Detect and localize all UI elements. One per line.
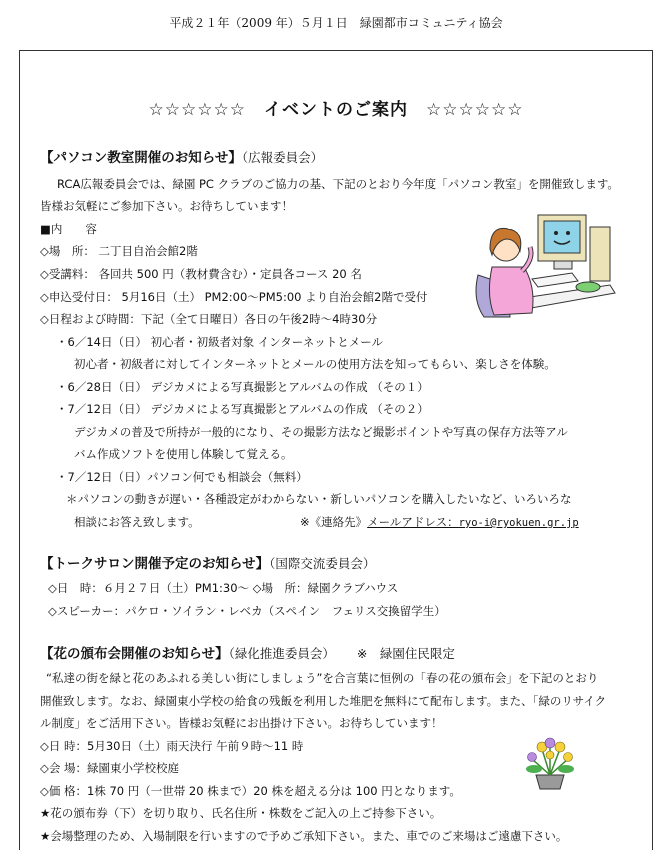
talk-heading-text: 【トークサロン開催予定のお知らせ】 <box>40 556 270 572</box>
pc-contact-text: メールアドレス： <box>367 515 459 529</box>
pc-heading-text: 【パソコン教室開催のお知らせ】 <box>40 150 242 166</box>
pc-place: ◇場 所： 二丁目自治会館2階 <box>40 244 198 258</box>
pc-session-4-desc-2: 相談にお答え致します。 <box>74 515 200 529</box>
talk-section-heading <box>40 556 375 572</box>
pc-session-1: ・6／14日（日） 初心者・初級者対象 インターネットとメール <box>56 335 383 349</box>
talk-datetime-place: ◇日 時：６月２７日（土）PM1:30～ ◇場 所：緑園クラブハウス <box>48 581 399 595</box>
flower-pot-illustration <box>520 735 580 791</box>
flower-ticket-note: ★花の頒布券（下）を切り取り、氏名住所・株数をご記入の上ご持参下さい。 <box>40 806 442 820</box>
flower-committee: （緑化推進委員会） <box>228 646 335 661</box>
pc-session-2: ・6／28日（日） デジカメによる写真撮影とアルバムの作成 （その１） <box>56 380 429 394</box>
pc-session-4: ・7／12日（日）パソコン何でも相談会（無料） <box>56 470 308 484</box>
pc-schedule: ◇日程および時間：下記（全て日曜日）各日の午後2時～4時30分 <box>40 312 378 326</box>
pc-contact-email-link[interactable]: ryo-i@ryokuen.gr.jp <box>458 517 579 529</box>
pc-class-illustration <box>470 205 620 325</box>
flower-paragraph-2: 開催致します。なお、緑園東小学校の給食の残飯を利用した堆肥を無料にて配布します。また、「緑のリサイク <box>40 694 607 708</box>
pc-fee: ◇受講料： 各回共 500 円（教材費含む）・定員各コース 20 名 <box>40 267 362 281</box>
pc-session-3-desc-1: デジカメの普及で所持が一般的になり、その撮影方法など撮影ポイントや写真の保存方法等アル <box>74 425 568 439</box>
talk-speaker: ◇スピーカー：パケロ・ソイラン・レベカ（スペイン フェリス交換留学生） <box>48 604 446 618</box>
flower-section-heading <box>40 646 455 662</box>
talk-committee: （国際交流委員会） <box>269 556 376 571</box>
pc-content-label: ■内 容 <box>40 222 97 236</box>
pc-intro-1: RCA広報委員会では、緑園 PC クラブのご協力の基、下記のとおり今年度「パソコン教室」を開催致します。 <box>57 177 619 191</box>
pc-session-3: ・7／12日（日） デジカメによる写真撮影とアルバムの作成 （その２） <box>56 402 429 416</box>
pc-contact <box>300 514 579 531</box>
issue-date-org: 平成２１年（2009 年）５月１日 緑園都市コミュニティ協会 <box>169 16 503 30</box>
flower-paragraph-1: “私達の街を緑と花のあふれる美しい街にしましょう”を合言葉に恒例の「春の花の頒布会」を下記のとおり <box>46 671 599 685</box>
pc-section-heading <box>40 150 323 166</box>
pc-session-1-desc: 初心者・初級者に対してインターネットとメールの使用方法を知ってもらい、楽しさを体験。 <box>74 357 556 371</box>
flower-heading-text: 【花の頒布会開催のお知らせ】 <box>40 646 229 662</box>
pc-contact-label: ※《連絡先》 <box>300 515 368 529</box>
flower-paragraph-3: ル制度」をご活用下さい。皆様お気軽にお出掛け下さい。お待ちしています！ <box>40 716 443 730</box>
flower-residents-note: ※ 緑園住民限定 <box>356 646 455 661</box>
pc-reception: ◇申込受付日： 5月16日（土） PM2:00～PM5:00 より自治会館2階で受付 <box>40 290 428 304</box>
page-title: ☆☆☆☆☆☆ イベントのご案内 ☆☆☆☆☆☆ <box>148 100 524 120</box>
flower-restriction-note: ★会場整理のため、入場制限を行いますので予めご承知下さい。また、車でのご来場はご遠慮下さい。 <box>40 829 568 843</box>
flower-datetime: ◇日 時：5月30日（土）雨天決行 午前９時～11 時 <box>40 739 304 753</box>
flower-venue: ◇会 場：緑園東小学校校庭 <box>40 761 179 775</box>
pc-session-4-desc-1: ＊パソコンの動きが遅い・各種設定がわからない・新しいパソコンを購入したいなど、いろいろな <box>66 492 572 506</box>
pc-committee: （広報委員会） <box>241 150 324 165</box>
pc-session-3-desc-2: バム作成ソフトを使用し体験して覚える。 <box>74 447 293 461</box>
flower-price: ◇価 格：1株 70 円（一世帯 20 株まで）20 株を超える分は 100 円となります。 <box>40 784 461 798</box>
pc-intro-2: 皆様お気軽にご参加下さい。お待ちしています！ <box>40 199 293 213</box>
